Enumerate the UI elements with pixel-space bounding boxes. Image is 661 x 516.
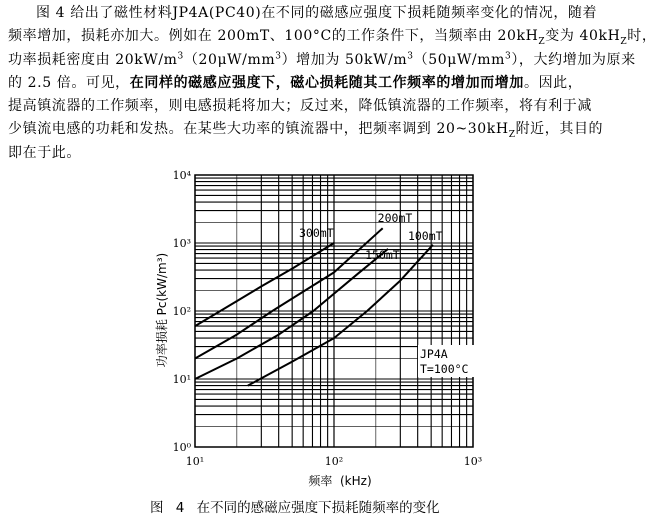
text-line-6 (8, 118, 658, 141)
superscript: 3 (275, 50, 282, 61)
subscript: Z (620, 37, 628, 48)
y-tick-label: 10² (172, 305, 191, 318)
series-label-200mT: 200mT (377, 211, 413, 226)
superscript: 3 (407, 50, 414, 61)
text: ），大约增加为原来 (511, 51, 636, 68)
text: （50μW/mm (413, 51, 505, 68)
text-line-7: 即在于此。 (8, 144, 81, 161)
y-tick-label: 10⁰ (172, 441, 191, 454)
series-label-100mT: 100mT (407, 228, 443, 243)
text: 。因此， (523, 74, 583, 91)
text: 的 2.5 倍。可见， (8, 74, 130, 91)
series-label-150mT: 150mT (365, 247, 400, 262)
x-axis-label: 频率 (kHz) (308, 474, 372, 488)
annotation-material: JP4A (420, 347, 448, 361)
subscript: Z (538, 37, 546, 48)
series-label-300mT: 300mT (299, 226, 334, 240)
loss-frequency-chart (150, 160, 490, 496)
y-tick-label: 10³ (172, 237, 191, 250)
text: 附近，其目的 (515, 121, 604, 138)
y-tick-label: 10⁴ (172, 169, 191, 182)
figure-caption: 图 4 在不同的感磁应强度下损耗随频率的变化 (150, 500, 440, 516)
text-line-3 (8, 49, 658, 72)
superscript: 3 (177, 50, 184, 61)
text: ）增加为 50kW/m (281, 51, 408, 68)
text: （20μW/mm (183, 51, 276, 68)
text-line-4 (8, 72, 658, 95)
text: 少镇流电感的功耗和发热。在某些大功率的镇流器中，把频率调到 20~30kH (8, 121, 509, 138)
text: 变为 40kH (545, 28, 621, 45)
annotation-temperature: T=100°C (420, 362, 469, 376)
text-line-5: 提高镇流器的工作频率，则电感损耗将加大；反过来，降低镇流器的工作频率，将有利于减 (8, 98, 592, 115)
text: 频率增加，损耗亦加大。例如在 200mT、100°C的工作条件下，当频率由 20kH (8, 28, 539, 45)
bold-text: 在同样的磁感应强度下，磁心损耗随其工作频率的增加而增加 (129, 74, 524, 91)
y-axis-label: 功率损耗 Pc(kW/m³) (155, 252, 169, 368)
grid (195, 175, 473, 447)
text: 时， (627, 28, 657, 45)
text: 功率损耗密度由 20kW/m (8, 51, 178, 68)
x-tick-label: 10¹ (185, 455, 205, 468)
subscript: Z (508, 130, 516, 141)
y-tick-label: 10¹ (172, 373, 191, 386)
series-line-200mT (195, 228, 383, 358)
x-tick-label: 10³ (463, 455, 483, 468)
text-line-2 (8, 25, 658, 48)
x-tick-label: 10² (324, 455, 344, 468)
curves (195, 211, 443, 385)
text-line-1: 图 4 给出了磁性材料JP4A(PC40)在不同的磁感应强度下损耗随频率变化的情况，随着 (36, 5, 598, 21)
superscript: 3 (505, 50, 512, 61)
body-paragraph (8, 2, 658, 165)
